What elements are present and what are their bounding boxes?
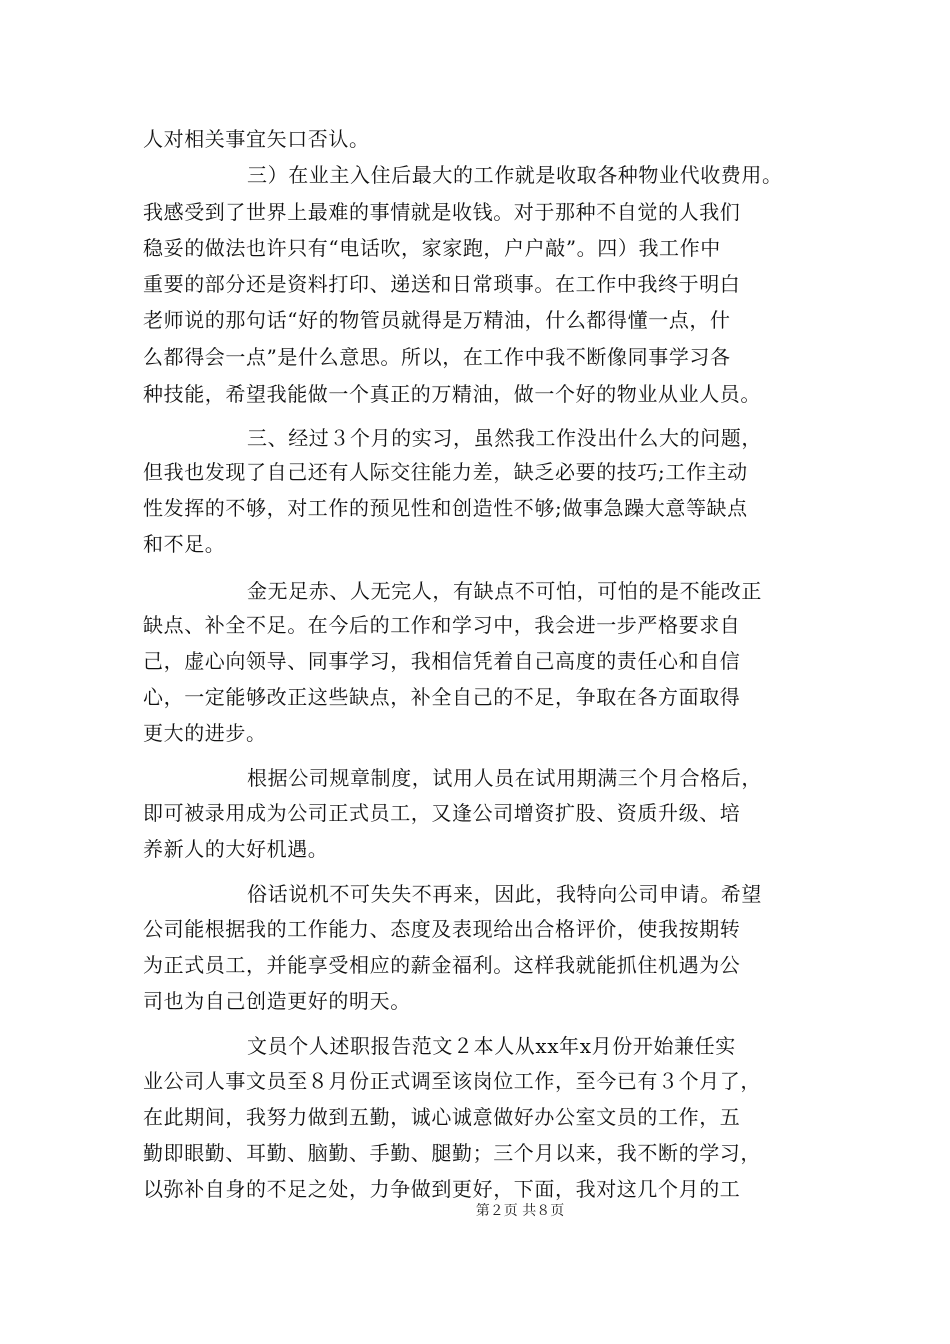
text-line: 三）在业主入住后最大的工作就是收取各种物业代收费用。 [247, 163, 783, 187]
text-line: 为正式员工，并能享受相应的薪金福利。这样我就能抓住机遇为公 [143, 953, 741, 977]
text-line: 性发挥的不够，对工作的预见性和创造性不够;做事急躁大意等缺点 [143, 496, 748, 520]
page-number-footer: 第２页 共８页 [475, 1203, 565, 1219]
text-line: 业公司人事文员至８月份正式调至该岗位工作，至今已有３个月了， [143, 1069, 761, 1093]
text-line: 金无足赤、人无完人，有缺点不可怕，可怕的是不能改正 [247, 579, 762, 603]
text-line: 三、经过３个月的实习，虽然我工作没出什么大的问题， [247, 426, 762, 450]
text-line: 么都得会一点”是什么意思。所以，在工作中我不断像同事学习各 [143, 345, 731, 369]
text-line: 我感受到了世界上最难的事情就是收钱。对于那种不自觉的人我们 [143, 200, 741, 224]
text-line: 和不足。 [143, 532, 226, 556]
text-line: 根据公司规章制度，试用人员在试用期满三个月合格后， [247, 766, 762, 790]
text-line: 养新人的大好机遇。 [143, 837, 329, 861]
text-line: 但我也发现了自己还有人际交往能力差，缺乏必要的技巧;工作主动 [143, 460, 748, 484]
text-line: 文员个人述职报告范文２本人从xx年x月份开始兼任实 [247, 1034, 736, 1058]
text-line: 以弥补自身的不足之处，力争做到更好，下面，我对这几个月的工 [143, 1177, 741, 1201]
text-line: 己，虚心向领导、同事学习，我相信凭着自己高度的责任心和自信 [143, 649, 741, 673]
text-line: 在此期间，我努力做到五勤，诚心诚意做好办公室文员的工作，五 [143, 1105, 741, 1129]
text-line: 人对相关事宜矢口否认。 [143, 127, 370, 151]
text-line: 种技能，希望我能做一个真正的万精油，做一个好的物业从业人员。 [143, 382, 761, 406]
text-line: 即可被录用成为公司正式员工，又逢公司增资扩股、资质升级、培 [143, 801, 741, 825]
text-line: 公司能根据我的工作能力、态度及表现给出合格评价，使我按期转 [143, 917, 741, 941]
text-line: 司也为自己创造更好的明天。 [143, 989, 411, 1013]
text-line: 重要的部分还是资料打印、递送和日常琐事。在工作中我终于明白 [143, 272, 741, 296]
text-line: 稳妥的做法也许只有“电话吹，家家跑，户户敲”。四）我工作中 [143, 236, 721, 260]
text-line: 俗话说机不可失失不再来，因此，我特向公司申请。希望 [247, 882, 762, 906]
text-line: 勤即眼勤、耳勤、脑勤、手勤、腿勤；三个月以来，我不断的学习， [143, 1141, 761, 1165]
text-line: 缺点、补全不足。在今后的工作和学习中，我会进一步严格要求自 [143, 613, 741, 637]
text-line: 更大的进步。 [143, 721, 267, 745]
text-line: 心，一定能够改正这些缺点，补全自己的不足，争取在各方面取得 [143, 685, 741, 709]
text-line: 老师说的那句话“好的物管员就得是万精油，什么都得懂一点，什 [143, 308, 731, 332]
